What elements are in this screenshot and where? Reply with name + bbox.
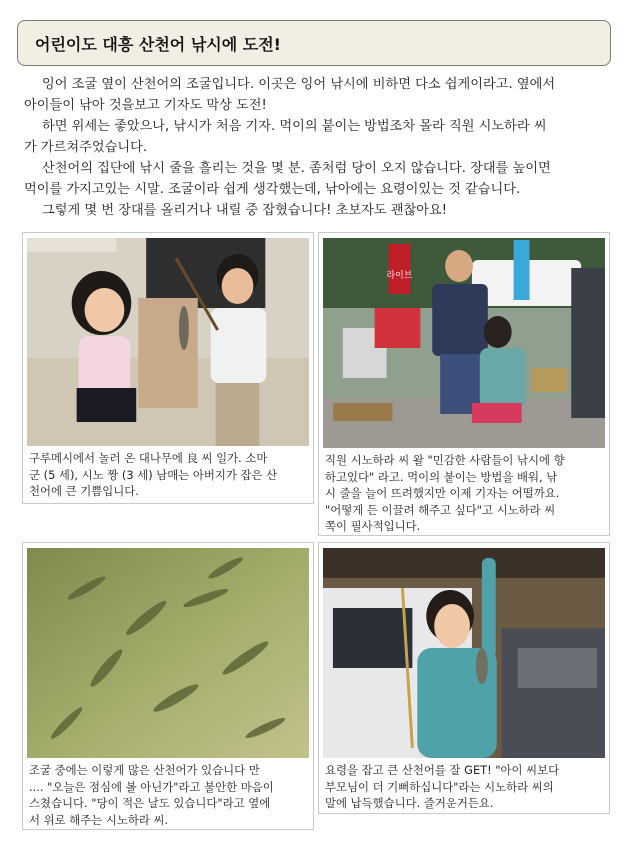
intro-line: 그렇게 몇 번 장대를 올리거나 내릴 중 잡혔습니다! 초보자도 괜찮아요! bbox=[42, 203, 447, 218]
intro-line: 잉어 조굴 옆이 산천어의 조굴입니다. 이곳은 잉어 낚시에 비하면 다소 쉽게이라고. 옆에서 bbox=[42, 77, 556, 92]
photo-card-pond bbox=[22, 542, 314, 830]
page-title: 어린이도 대흥 산천어 낚시에 도전! bbox=[17, 20, 611, 66]
reporter-catch-photo bbox=[323, 548, 605, 758]
photo-caption: 구루메시에서 놀러 온 대나무에 良 씨 일가. 소마 군 (5 세), 시노 짱 (3 세) 남매는 아버지가 잡은 산 천어에 큰 기쁨입니다. bbox=[29, 451, 278, 498]
photo-caption: 조굴 중에는 이렇게 많은 산천어가 있습니다 만 .... "오늘은 점심에 볼 아닌가"라고 불안한 마음이 스쳤습니다. "당이 적은 날도 있습니다"라고 옆에 서 위로 해주는 시노하라 씨. bbox=[29, 763, 274, 827]
intro-line: 산천어의 집단에 낚시 줄을 흘리는 것을 몇 분. 좀처럼 당이 오지 않습니다. 장대를 높이면 bbox=[42, 161, 551, 176]
photo-card-staff bbox=[318, 232, 610, 536]
photo-caption: 요령을 잡고 큰 산천어를 잘 GET! "아이 씨보다 부모님이 더 기뻐하십니다"라는 시노하라 씨의 말에 납득했습니다. 즐거운거든요. bbox=[325, 763, 560, 810]
intro-line: 가 가르쳐주었습니다. bbox=[24, 140, 148, 155]
intro-line: 하면 위세는 좋았으나, 낚시가 처음 기자. 먹이의 붙이는 방법조차 몰라 직원 시노하라 씨 bbox=[42, 119, 547, 134]
trout-pond-photo bbox=[27, 548, 309, 758]
children-fishing-photo bbox=[27, 238, 309, 446]
photo-caption: 직원 시노하라 씨 왈 "민감한 사람들이 낚시에 향 하고있다" 라고. 먹이의 붙이는 방법을 배워, 낚 시 줄을 늘어 뜨려했지만 이제 기자는 어떨까요. "어떻게 든 이끌려 해주고 싶다"고 시노하라 씨 쪽이 필사적입니다. bbox=[325, 453, 565, 533]
intro-text bbox=[24, 74, 620, 221]
photo-card-children bbox=[22, 232, 314, 504]
svg-text:라이브: 라이브 bbox=[386, 270, 413, 282]
intro-line: 먹이를 가지고있는 시말. 조굴이라 쉽게 생각했는데, 낚아에는 요령이있는 것 같습니다. bbox=[24, 182, 521, 197]
intro-line: 아이들이 낚아 것을보고 기자도 막상 도전! bbox=[24, 98, 267, 113]
fishing-staff-photo bbox=[323, 238, 605, 448]
photo-card-reporter bbox=[318, 542, 610, 814]
